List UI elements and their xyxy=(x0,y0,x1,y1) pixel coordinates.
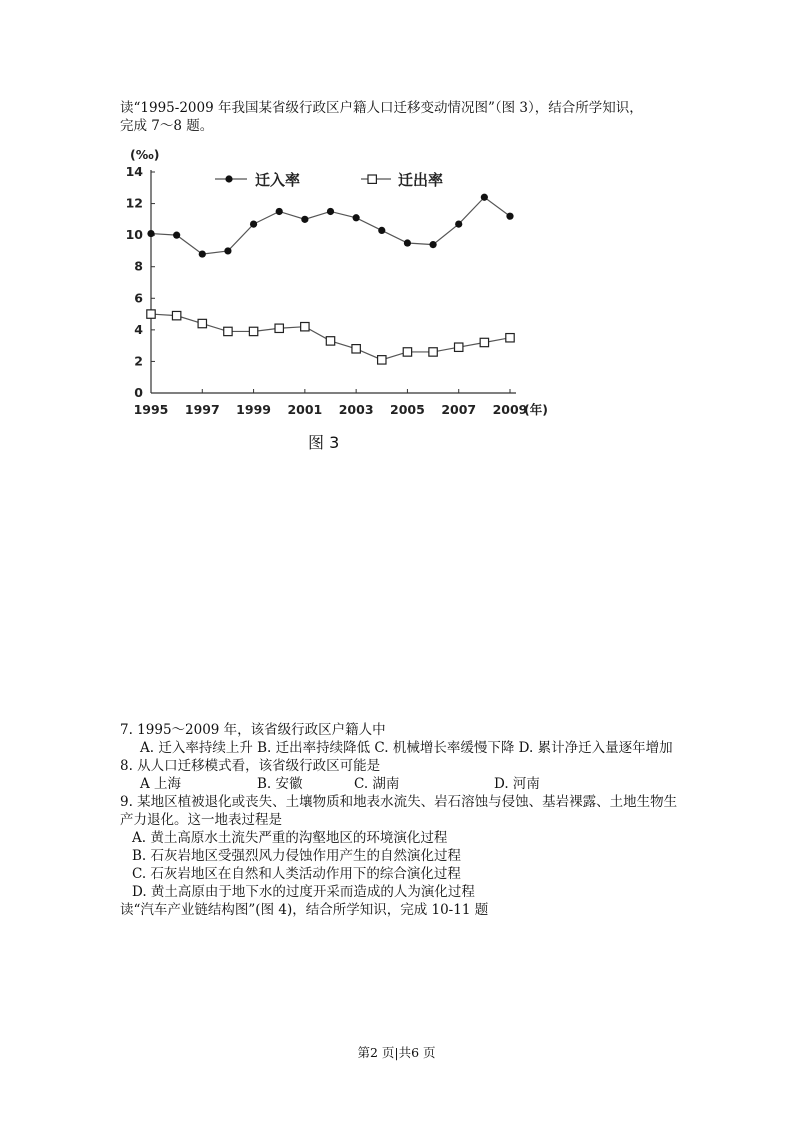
outflow-point xyxy=(301,323,309,331)
outflow-point xyxy=(147,310,155,318)
outflow-point xyxy=(275,324,283,332)
inflow-point xyxy=(199,250,206,257)
x-axis-unit: (年) xyxy=(524,402,548,417)
outflow-point xyxy=(455,343,463,351)
inflow-point xyxy=(173,232,180,239)
y-tick-label: 6 xyxy=(134,290,143,306)
inflow-point xyxy=(506,213,513,220)
q9-option-d: D. 黄土高原由于地下水的过度开采而造成的人为演化过程 xyxy=(132,884,475,900)
chart-ticks xyxy=(126,164,528,417)
y-tick-label: 8 xyxy=(134,258,143,274)
x-tick-label: 2005 xyxy=(390,402,425,417)
inflow-point xyxy=(378,227,385,234)
x-tick-label: 1997 xyxy=(184,402,220,417)
x-tick-label: 2001 xyxy=(287,402,323,417)
q8-stem: 8. 从人口迁移模式看，该省级行政区可能是 xyxy=(120,758,381,774)
chart-legend xyxy=(215,171,443,189)
inflow-point xyxy=(147,230,154,237)
x-tick-label: 2009 xyxy=(492,402,528,417)
q8-option-c: C. 湖南 xyxy=(354,776,400,792)
legend-outflow-label: 迁出率 xyxy=(398,171,444,189)
x-tick-label: 2003 xyxy=(338,402,374,417)
intro-line-1: 读“1995-2009 年我国某省级行政区户籍人口迁移变动情况图”（图 3），结合所学知识， xyxy=(120,100,643,116)
y-tick-label: 4 xyxy=(134,321,143,337)
outflow-point xyxy=(198,319,206,327)
y-tick-label: 12 xyxy=(125,195,143,211)
intro-line-2: 完成 7～8 题。 xyxy=(120,118,214,134)
outflow-point xyxy=(249,327,257,335)
inflow-point xyxy=(353,214,360,221)
inflow-point xyxy=(224,247,231,254)
outflow-point xyxy=(224,327,232,335)
q9-option-b: B. 石灰岩地区受强烈风力侵蚀作用产生的自然演化过程 xyxy=(132,848,462,864)
outflow-point xyxy=(403,348,411,356)
outflow-point xyxy=(172,311,180,319)
inflow-point xyxy=(404,239,411,246)
next-section-intro: 读“汽车产业链结构图”(图 4)，结合所学知识，完成 10-11 题 xyxy=(120,902,489,918)
outflow-point xyxy=(352,345,360,353)
figure-caption: 图 3 xyxy=(308,433,340,452)
q9-stem: 9. 某地区植被退化或丧失、土壤物质和地表水流失、岩石溶蚀与侵蚀、基岩裸露、土地生物生产力退化。这一地表过程是 xyxy=(120,794,678,828)
y-axis-unit: (‰) xyxy=(130,147,160,162)
inflow-point xyxy=(276,208,283,215)
x-tick-label: 1999 xyxy=(236,402,271,417)
inflow-point xyxy=(250,220,257,227)
chart-series xyxy=(147,194,514,364)
inflow-point xyxy=(327,208,334,215)
y-tick-label: 2 xyxy=(134,353,143,369)
chart-axes xyxy=(130,147,548,417)
outflow-point xyxy=(378,356,386,364)
outflow-point xyxy=(326,337,334,345)
outflow-point xyxy=(429,348,437,356)
outflow-point xyxy=(480,338,488,346)
y-tick-label: 0 xyxy=(134,385,143,400)
legend-outflow-marker xyxy=(368,175,376,183)
inflow-point xyxy=(455,220,462,227)
outflow-point xyxy=(506,334,514,342)
q8-option-a: A 上海 xyxy=(140,776,182,792)
legend-inflow-marker xyxy=(225,175,232,182)
legend-inflow-label: 迁入率 xyxy=(255,171,301,189)
q8-option-b: B. 安徽 xyxy=(257,776,303,792)
inflow-point xyxy=(429,241,436,248)
y-tick-label: 10 xyxy=(125,227,143,243)
inflow-point xyxy=(301,216,308,223)
q7-options: A. 迁入率持续上升 B. 迁出率持续降低 C. 机械增长率缓慢下降 D. 累计净迁入量逐年增加 xyxy=(140,740,673,756)
migration-line-chart xyxy=(118,142,558,427)
x-tick-label: 1995 xyxy=(133,402,169,417)
page-number: 第2 页|共6 页 xyxy=(357,1045,436,1060)
x-tick-label: 2007 xyxy=(441,402,477,417)
q7-stem: 7. 1995～2009 年，该省级行政区户籍人中 xyxy=(120,722,386,738)
q9-option-c: C. 石灰岩地区在自然和人类活动作用下的综合演化过程 xyxy=(132,866,461,882)
q8-option-d: D. 河南 xyxy=(494,776,540,792)
inflow-point xyxy=(481,194,488,201)
q9-option-a: A. 黄土高原水土流失严重的沟壑地区的环境演化过程 xyxy=(132,830,448,846)
y-tick-label: 14 xyxy=(125,164,143,179)
